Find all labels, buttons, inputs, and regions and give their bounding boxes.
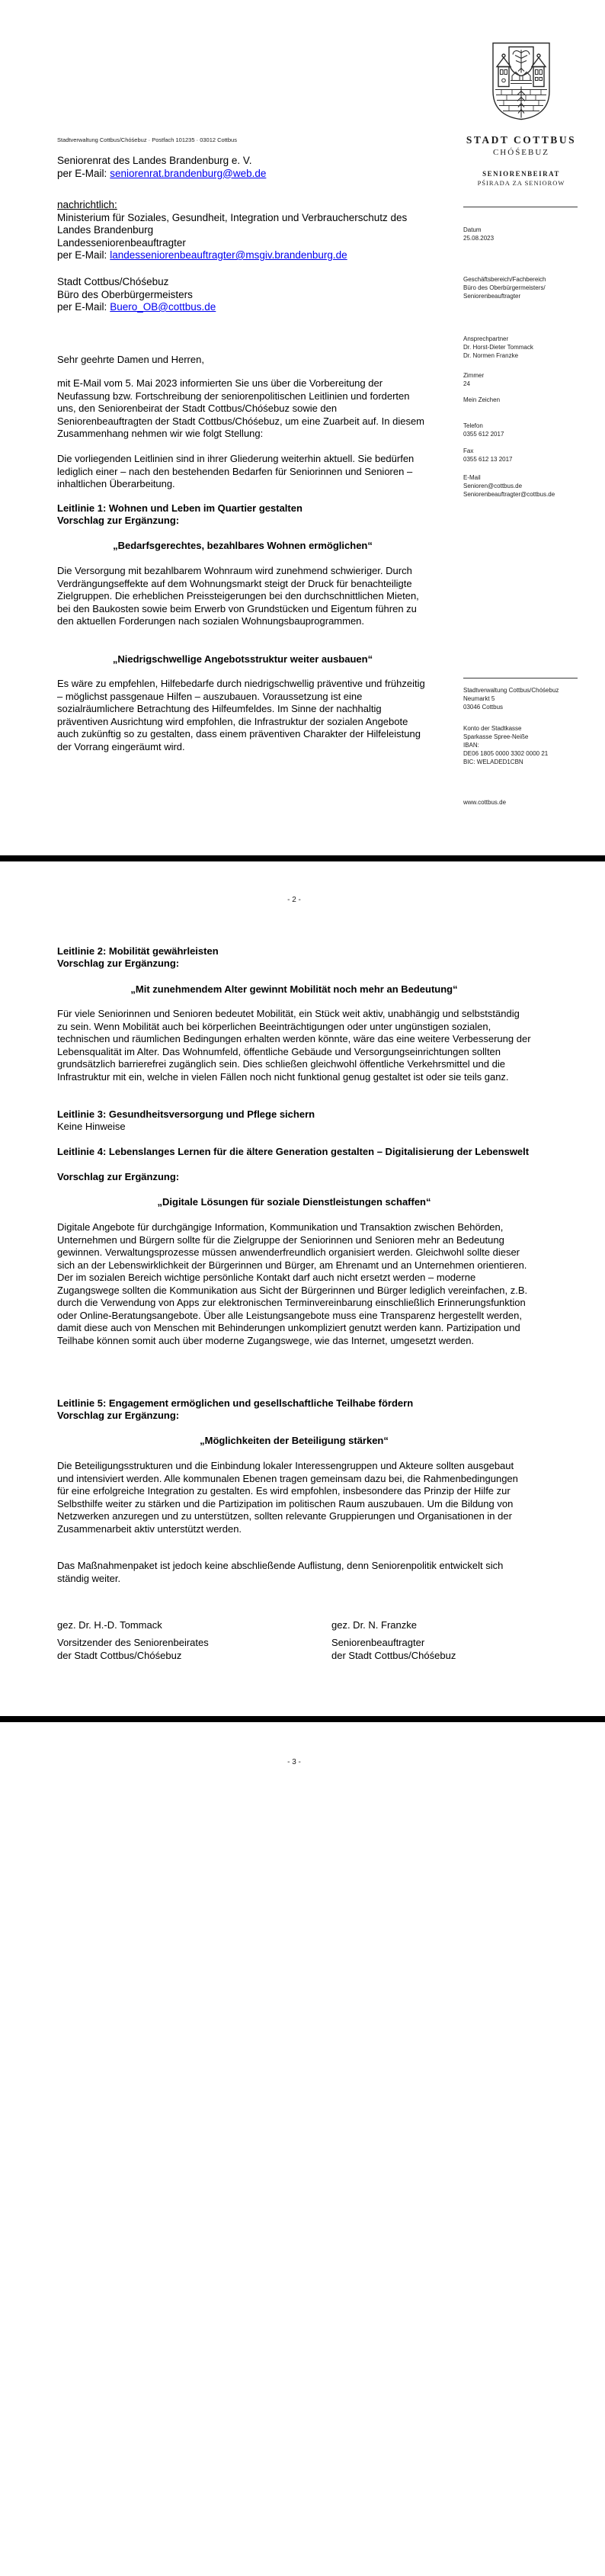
letterhead-logo [463,40,579,187]
date-value: 25.08.2023 [463,235,495,242]
room-value: 24 [463,380,470,387]
recipient-email-link[interactable]: seniorenrat.brandenburg@web.de [110,167,267,179]
phone-value: 0355 612 2017 [463,431,504,438]
suggestion-label: Vorschlag zur Ergänzung: [57,1171,180,1182]
info-department [463,275,594,300]
cc1-line: Landesseniorenbeauftragter [57,236,186,249]
paragraph-closing: Das Maßnahmenpaket ist jedoch keine abschließende Auflistung, denn Seniorenpolitik entwickelt sich ständig weiter. [57,1560,504,1584]
cc-block-2 [57,276,438,314]
signature-left-name: gez. Dr. H.-D. Tommack [57,1619,162,1631]
bank-name: Sparkasse Spree-Neiße [463,733,529,740]
logo-org-name-sorbian: PŚIRADA ZA SENIOROW [477,179,565,187]
info-bank [463,724,594,766]
department-label: Geschäftsbereich/Fachbereich [463,276,546,283]
department-line: Büro des Oberbürgermeisters/ [463,284,546,291]
email-prefix: per E-Mail: [57,167,107,179]
signature-left-role [57,1637,209,1662]
address-line: 03046 Cottbus [463,704,504,711]
website-url: www.cottbus.de [463,799,507,806]
page-number-2: - 2 - [287,896,301,904]
contact-label: Ansprechpartner [463,335,509,342]
email-label: E-Mail [463,474,481,481]
recipient-email-line [57,168,438,181]
cc1-email-link[interactable]: landesseniorenbeauftragter@msgiv.brandenburg.de [110,249,347,261]
signature-right-name: gez. Dr. N. Franzke [331,1619,417,1631]
paragraph-leitlinie-2: Für viele Seniorinnen und Senioren bedeutet Mobilität, ein Stück weit aktiv, unabhängig und selbstständig zu sein. Wenn Mobilität auch bei körperlichen Beeinträchtigungen oder unter ungünstigen sozialen, technischen und räumlichen Bedingungen erhalten werden könnte, wäre das eine weitere Verbesserung der Lebensqualität im Alter. Das Wohnumfeld, öffentliche Gebäude und Versorgungseinrichtungen sollten grundsätzlich barrierefrei zugänglich sein. Dies schließen gleichwohl öffentliche Verkehrsmittel und die Infrastruktur mit ein, welche in vielen Fällen noch nicht funktional genug gestaltet ist oder sie teils ganz. [57,1008,531,1083]
note-leitlinie-3: Keine Hinweise [57,1121,126,1132]
cc2-email-line [57,301,438,314]
room-label: Zimmer [463,372,485,379]
heading-leitlinie-5: Leitlinie 5: Engagement ermöglichen und gesellschaftliche Teilhabe fördern [57,1397,414,1409]
heading-leitlinie-2: Leitlinie 2: Mobilität gewährleisten [57,945,219,957]
department-line: Seniorenbeauftragter [463,293,521,300]
heading-leitlinie-3: Leitlinie 3: Gesundheitsversorgung und Pflege sichern [57,1108,315,1120]
info-website [463,798,594,807]
paragraph-leitlinie-1a: Die Versorgung mit bezahlbarem Wohnraum wird zunehmend schwieriger. Durch Verdrängungseffekte auf dem Wohnungsmarkt steigt der Druck für benachteiligte Zielgruppen. Die erheblichen Preissteigerungen bei den durchschnittlichen Mieten, bei den Baukosten sowie beim Erwerb von Grundstücken und Eigentum führen zu den aktuellen Forderungen nach sozialen Wohnungsbauprogrammen. [57,565,419,627]
paragraph-intro: mit E-Mail vom 5. Mai 2023 informierten Sie uns über die Vorbereitung der Neufassung bzw. Fortschreibung der seniorenpolitischen Leitlinien und forderten uns, den Seniorenbeirat der Stadt Cottbus/Chóśebuz sowie den Seniorenbeauftragten der Stadt Cottbus/Chóśebuz, um eine Zuarbeit auf. In diesem Zusammenhang nehmen wir wie folgt Stellung: [57,377,425,439]
signature-role-line: Vorsitzender des Seniorenbeirates [57,1637,209,1648]
signature-right-role [331,1637,456,1662]
paragraph-assessment: Die vorliegenden Leitlinien sind in ihrer Gliederung weiterhin aktuell. Sie bedürfen lediglich einer – nach den bestehenden Bedarfen für Seniorinnen und Senioren – inhaltlichen Überarbeitung. [57,453,415,489]
phone-label: Telefon [463,422,483,429]
signature-role-line: Seniorenbeauftragter [331,1637,425,1648]
email-prefix: per E-Mail: [57,301,107,313]
recipient-block [57,155,438,180]
suggestion-label: Vorschlag zur Ergänzung: [57,1410,180,1421]
logo-city-name: STADT COTTBUS [466,134,577,146]
signature-role-line: der Stadt Cottbus/Chóśebuz [57,1649,182,1661]
cc-block-1 [57,199,438,262]
paragraph-leitlinie-5: Die Beteiligungsstrukturen und die Einbindung lokaler Interessengruppen und Akteure sollten ausgebaut und intensiviert werden. Alle kommunalen Ebenen tragen gemeinsam dazu bei, die Rahmenbedingungen für eine erfolgreiche Integration zu gestalten. Es wird empfohlen, insbesondere das Prinzip der Hilfe zur Selbsthilfe weiter zu stärken und die Partizipation im politischen Raum auszubauen. Um die Bildung von Netzwerken anzuregen und zu unterstützen, sollten relevante Gruppierungen und Organisationen in der Zusammenarbeit aktiv unterstützt werden. [57,1460,518,1535]
email-value: Senioren@cottbus.de [463,483,523,489]
page-break-bar-1 [0,855,605,861]
salutation: Sehr geehrte Damen und Herren, [57,354,204,365]
address-line: Stadtverwaltung Cottbus/Chóśebuz [463,687,559,694]
bank-account-label: Konto der Stadtkasse [463,725,522,732]
page-break-bar-2 [0,1716,605,1722]
fax-label: Fax [463,448,474,454]
cc2-line: Büro des Oberbürgermeisters [57,288,193,300]
info-room [463,371,594,388]
cc1-line: Ministerium für Soziales, Gesundheit, Integration und Verbraucherschutz des [57,211,408,223]
info-email [463,473,594,499]
suggestion-label: Vorschlag zur Ergänzung: [57,515,180,526]
date-label: Datum [463,226,482,233]
heading-leitlinie-1: Leitlinie 1: Wohnen und Leben im Quartier gestalten [57,502,302,514]
quote-leitlinie-5: „Möglichkeiten der Beteiligung stärken“ [200,1435,389,1446]
cottbus-coat-of-arms-icon [491,40,552,122]
logo-city-name-sorbian: CHÓŚEBUZ [492,148,550,157]
email-prefix: per E-Mail: [57,249,107,261]
recipient-name: Seniorenrat des Landes Brandenburg e. V. [57,155,252,166]
heading-leitlinie-4: Leitlinie 4: Lebenslanges Lernen für die ältere Generation gestalten – Digitalisierung der Lebenswelt [57,1146,530,1157]
cc1-email-line [57,249,438,262]
quote-leitlinie-4: „Digitale Lösungen für soziale Dienstleistungen schaffen“ [157,1196,431,1208]
cc2-line: Stadt Cottbus/Chóśebuz [57,276,169,287]
quote-leitlinie-1a: „Bedarfsgerechtes, bezahlbares Wohnen ermöglichen“ [113,540,373,551]
fax-value: 0355 612 13 2017 [463,456,513,463]
iban-value: DE06 1805 0000 3302 0000 21 [463,750,549,757]
suggestion-label: Vorschlag zur Ergänzung: [57,958,180,969]
cc1-line: Landes Brandenburg [57,224,154,236]
info-address [463,686,594,711]
contact-person: Dr. Normen Franzke [463,352,519,359]
info-date [463,226,594,242]
page-number-3: - 3 - [287,1758,301,1766]
logo-org-name: SENIORENBEIRAT [482,170,560,178]
quote-leitlinie-1b: „Niedrigschwellige Angebotsstruktur weiter ausbauen“ [112,653,373,665]
contact-person: Dr. Horst-Dieter Tommack [463,344,533,351]
address-line: Neumarkt 5 [463,695,495,702]
paragraph-leitlinie-4: Digitale Angebote für durchgängige Information, Kommunikation und Transaktion zwischen Behörden, Unternehmen und Bürgern sollte für die Zielgruppe der Seniorinnen und Senioren mehr an Bedeutung gewinnen. Verwaltungsprozesse müssen anwenderfreundlich organisiert werden. Gleichwohl sollte dieser sich an der Lebenswirklichkeit der Bürgerinnen und Bürger, am Ehrenamt und an Unternehmen orientieren. Der im sozialen Bereich wichtige persönliche Kontakt darf auch nicht ersetzt werden – moderne Zugangswege sollten die Kommunikation aus Sicht der Bürgerinnen und Bürger lediglich vereinfachen, z.B. durch die Verwendung von Apps zur elektronischen Terminvereinbarung einschließlich Erinnerungsfunktion oder Online-Beratungsangebote. Über alle Leistungsangebote muss eine Transparenz hergestellt werden, damit diese auch von Menschen mit Behinderungen unkompliziert genutzt werden kann. Partizipation und Teilhabe können somit auch über moderne Zugangswege, wie das Internet, umgesetzt werden. [57,1221,528,1346]
info-contact [463,335,594,360]
reference-label: Mein Zeichen [463,396,501,403]
quote-leitlinie-2: „Mit zunehmendem Alter gewinnt Mobilität noch mehr an Bedeutung“ [130,983,458,995]
info-phone [463,422,594,438]
cc-heading: nachrichtlich: [57,199,117,210]
bic-value: BIC: WELADED1CBN [463,759,523,765]
info-reference [463,396,594,404]
signature-role-line: der Stadt Cottbus/Chóśebuz [331,1649,456,1661]
sender-return-address: Stadtverwaltung Cottbus/Chóśebuz · Postfach 101235 · 03012 Cottbus [57,136,237,143]
email-value: Seniorenbeauftragter@cottbus.de [463,491,555,498]
iban-label: IBAN: [463,742,479,749]
paragraph-leitlinie-1b: Es wäre zu empfehlen, Hilfebedarfe durch niedrigschwellig präventive und frühzeitig – möglichst passgenaue Hilfen – auszubauen. Voraussetzung ist eine sozialräumlichere Betrachtung des Hilfeumfeldes. Im Sinne der nachhaltig präventiven Ausrichtung wird empfohlen, die Infrastruktur der sozialen Angebote auch zukünftig so zu gestalten, dass einem präventiven Charakter der Hilfeleistung der Vorrang eingeräumt wird. [57,678,425,752]
info-fax [463,447,594,464]
cc2-email-link[interactable]: Buero_OB@cottbus.de [110,301,216,313]
